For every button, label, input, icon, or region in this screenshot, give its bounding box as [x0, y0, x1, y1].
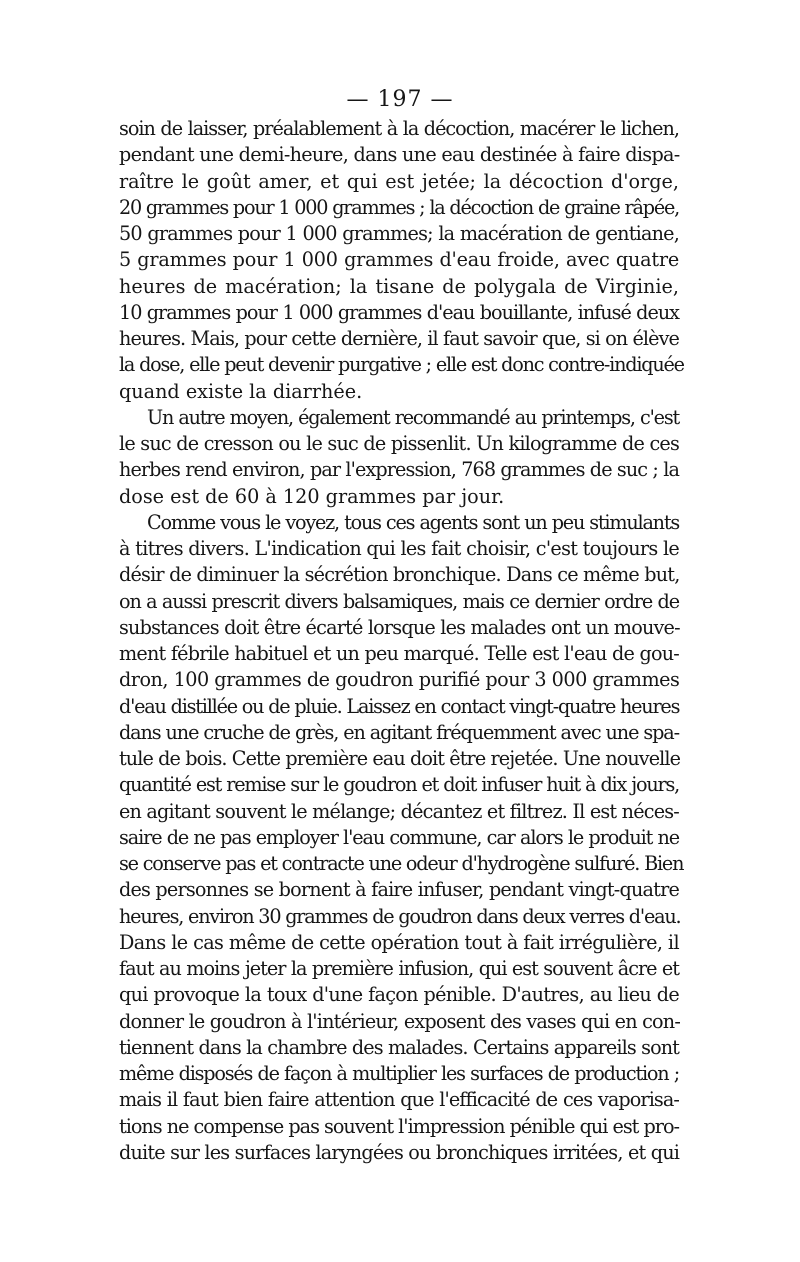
text-line: le suc de cresson ou le suc de pissenlit. Un kilogramme de ces	[119, 432, 679, 455]
page-number: — 197 —	[346, 87, 454, 112]
text-line: à titres divers. L'indication qui les fait choisir, c'est toujours le	[119, 537, 680, 560]
text-line: faut au moins jeter la première infusion, qui est souvent âcre et	[119, 957, 679, 980]
text-line: qui provoque la toux d'une façon pénible. D'autres, au lieu de	[119, 983, 679, 1007]
paragraph-first-line: Comme vous le voyez, tous ces agents sont un peu stimulants	[147, 510, 679, 534]
text-line: Dans le cas même de cette opération tout à fait irrégulière, il	[119, 930, 679, 954]
text-line: des personnes se bornent à faire infuser, pendant vingt-quatre	[119, 878, 679, 902]
text-line: se conserve pas et contracte une odeur d'hydrogène sulfuré. Bien	[119, 852, 684, 875]
text-line: 5 grammes pour 1 000 grammes d'eau froide, avec quatre	[119, 248, 679, 272]
text-line: heures, environ 30 grammes de goudron dans deux verres d'eau.	[119, 904, 681, 928]
text-line: en agitant souvent le mélange; décantez et filtrez. Il est néces-	[119, 799, 679, 823]
text-line: tule de bois. Cette première eau doit être rejetée. Une nouvelle	[119, 747, 681, 770]
text-line: pendant une demi-heure, dans une eau destinée à faire dispa-	[119, 143, 680, 167]
text-line: herbes rend environ, par l'expression, 768 grammes de suc ; la	[119, 458, 679, 482]
text-line: substances doit être écarté lorsque les malades ont un mouve-	[119, 615, 680, 639]
text-line: 50 grammes pour 1 000 grammes; la macération de gentiane,	[119, 222, 679, 245]
text-line: on a aussi prescrit divers balsamiques, mais ce dernier ordre de	[119, 589, 679, 613]
text-line: désir de diminuer la sécrétion bronchique. Dans ce même but,	[119, 563, 680, 587]
text-line: heures. Mais, pour cette dernière, il faut savoir que, si on élève	[119, 327, 679, 350]
text-line: ment fébrile habituel et un peu marqué. Telle est l'eau de gou-	[119, 642, 679, 665]
text-line: duite sur les surfaces laryngées ou bronchiques irritées, et qui	[119, 1140, 680, 1164]
text-line: donner le goudron à l'intérieur, exposent des vases qui en con-	[119, 1009, 681, 1033]
paragraph-end-line: dose est de 60 à 120 grammes par jour.	[119, 484, 505, 508]
text-line: dans une cruche de grès, en agitant fréquemment avec une spa-	[119, 720, 679, 744]
text-line: même disposés de façon à multiplier les surfaces de production ;	[119, 1062, 679, 1085]
text-line: dron, 100 grammes de goudron purifié pour 3 000 grammes	[119, 668, 680, 692]
text-line: saire de ne pas employer l'eau commune, car alors le produit ne	[119, 825, 679, 849]
paragraph-first-line: Un autre moyen, également recommandé au printemps, c'est	[147, 405, 679, 429]
text-line: mais il faut bien faire attention que l'efficacité de ces vaporisa-	[119, 1088, 679, 1112]
text-line: quantité est remise sur le goudron et doit infuser huit à dix jours,	[119, 773, 679, 797]
paragraph-end-line: quand existe la diarrhée.	[119, 379, 363, 403]
text-line: soin de laisser, préalablement à la décoction, macérer le lichen,	[119, 117, 679, 140]
text-line: la dose, elle peut devenir purgative ; elle est donc contre-indiquée	[119, 353, 684, 377]
text-line: raître le goût amer, et qui est jetée; la décoction d'orge,	[119, 169, 679, 193]
text-line: 20 grammes pour 1 000 grammes ; la décoction de graine râpée,	[119, 195, 680, 219]
text-line: tions ne compense pas souvent l'impression pénible qui est pro-	[119, 1114, 679, 1138]
text-line: 10 grammes pour 1 000 grammes d'eau bouillante, infusé deux	[119, 300, 679, 324]
text-line: tiennent dans la chambre des malades. Certains appareils sont	[119, 1035, 679, 1059]
page-body	[119, 116, 684, 1166]
text-line: heures de macération; la tisane de polygala de Virginie,	[119, 274, 679, 298]
text-line: d'eau distillée ou de pluie. Laissez en contact vingt-quatre heures	[119, 694, 680, 718]
